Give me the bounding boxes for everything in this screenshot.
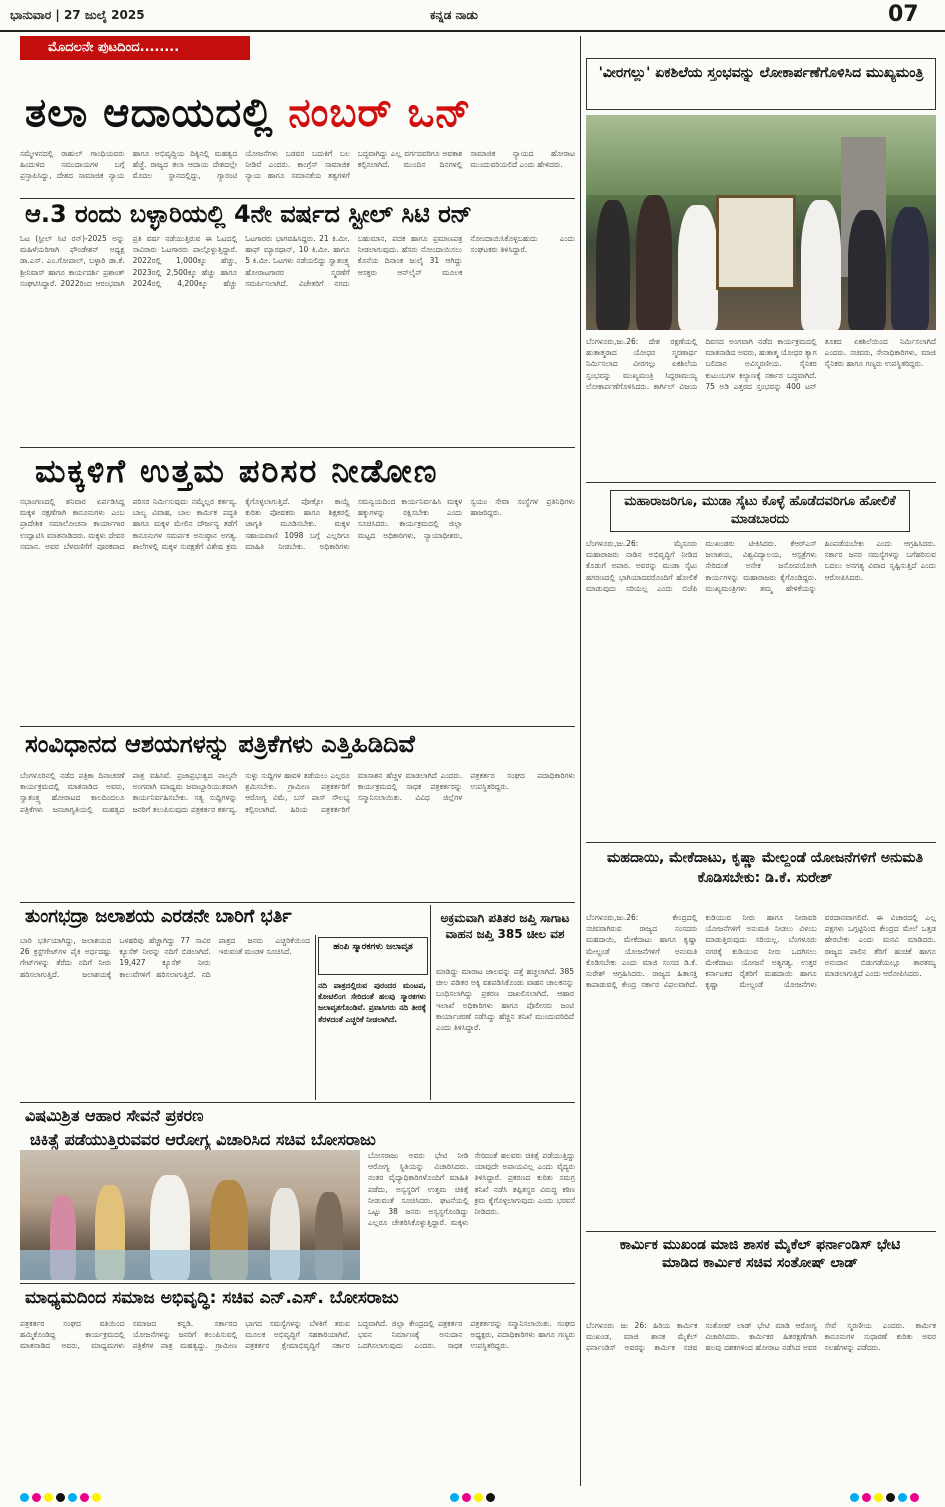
hampi-subhead: ಹಂಪಿ ಸ್ಮಾರಕಗಳು ಜಲಾವೃತ — [318, 937, 428, 975]
divider — [20, 726, 575, 727]
dam-body: ಬಾರಿ ಭರ್ತಿಯಾಗಿದ್ದು, ಜಲಾಶಯದ 26 ಕ್ರಸ್ಟ್‌ಗೇಟ್‌ಗಳ ಪೈಕಿ ಅರ್ಧದಷ್ಟು ಗೇಟ್‌ಗಳನ್ನು ತೆರೆದು ನದಿಗೆ ನೀರು ಹರಿಸಲಾಗುತ್ತಿದೆ. ಜಲಾಶಯಕ್ಕೆ ಒಳಹರಿವು ಹೆಚ್ಚಾಗಿದ್ದು 77 ಸಾವಿರ ಕ್ಯೂಸೆಕ್ ನೀರನ್ನು ನದಿಗೆ ಬಿಡಲಾಗಿದೆ. 19,427 ಕ್ಯೂಸೆಕ್ ನೀರು ಕಾಲುವೆಗಳಿಗೆ ಹರಿಸಲಾಗುತ್ತಿದೆ. ನದಿ ಪಾತ್ರದ ಜನರು ಎಚ್ಚರಿಕೆಯಿಂದ ಇರುವಂತೆ ಮಂಡಳಿ ಸೂಚಿಸಿದೆ. — [20, 936, 310, 979]
issue-date: ಭಾನುವಾರ | 27 ಜುಲೈ 2025 — [10, 8, 145, 22]
divider — [315, 935, 316, 1100]
registration-marks-right — [850, 1493, 919, 1503]
divider — [20, 198, 575, 199]
divider — [586, 842, 936, 843]
env-body: ಸಭಾಂಗಣದಲ್ಲಿ ಶನಿವಾರ ಏರ್ಪಡಿಸಿದ್ದ ಮಕ್ಕಳ ರಕ್ಷಣೆಗಾಗಿ ಕಾನೂನುಗಳು ಎಂಬ ಪ್ರಾದೇಶಿಕ ಸಮಾಲೋಚನಾ ಕಾರ್ಯಾಗಾರ ಉದ್ಘಾಟಿಸಿ ಮಾತನಾಡಿದರು. ಮಕ್ಕಳು ದೇವರ ಸಮಾನ. ಅವರ ಬೆಳವಣಿಗೆಗೆ ಪೂರಕವಾದ ಪರಿಸರ ನಿರ್ಮಿಸುವುದು ನಮ್ಮೆಲ್ಲರ ಕರ್ತವ್ಯ. ಬಾಲ್ಯ ವಿವಾಹ, ಬಾಲ ಕಾರ್ಮಿಕ ಪದ್ಧತಿ ಹಾಗೂ ಮಕ್ಕಳ ಮೇಲಿನ ದೌರ್ಜನ್ಯ ತಡೆಗೆ ಕಾನೂನುಗಳ ಸಮರ್ಪಕ ಅನುಷ್ಠಾನ ಅಗತ್ಯ. ಶಾಲೆಗಳಲ್ಲಿ ಮಕ್ಕಳ ಸುರಕ್ಷತೆಗೆ ವಿಶೇಷ ಕ್ರಮ ಕೈಗೊಳ್ಳಲಾಗುತ್ತಿದೆ. ಪೋಕ್ಸೋ ಕಾಯ್ದೆ ಕುರಿತು ಪೋಷಕರು ಹಾಗೂ ಶಿಕ್ಷಕರಲ್ಲಿ ಜಾಗೃತಿ ಮೂಡಿಸಬೇಕು. ಮಕ್ಕಳ ಸಹಾಯವಾಣಿ 1098 ಬಗ್ಗೆ ಎಲ್ಲರಿಗೂ ಮಾಹಿತಿ ನೀಡಬೇಕು. ಅಧಿಕಾರಿಗಳು ಸಮನ್ವಯದಿಂದ ಕಾರ್ಯನಿರ್ವಹಿಸಿ ಮಕ್ಕಳ ಹಕ್ಕುಗಳನ್ನು ರಕ್ಷಿಸಬೇಕು ಎಂದು ಸೂಚಿಸಿದರು. ಕಾರ್ಯಕ್ರಮದಲ್ಲಿ ಜಿಲ್ಲಾ ಮಟ್ಟದ ಅಧಿಕಾರಿಗಳು, ನ್ಯಾಯಾಧೀಶರು, ಸ್ವಯಂ ಸೇವಾ ಸಂಸ್ಥೆಗಳ ಪ್ರತಿನಿಧಿಗಳು ಹಾಜರಿದ್ದರು. — [20, 497, 575, 551]
hampi-body: ನದಿ ಪಾತ್ರದಲ್ಲಿರುವ ಪುರಂದರ ಮಂಟಪ, ಕೋಟಿಲಿಂಗ ಸೇರಿದಂತೆ ಹಲವು ಸ್ಮಾರಕಗಳು ಜಲಾವೃತಗೊಂಡಿವೆ. ಪ್ರವಾಸಿಗರು ನದಿ ತೀರಕ್ಕೆ ತೆರಳದಂತೆ ಎಚ್ಚರಿಕೆ ನೀಡಲಾಗಿದೆ. — [318, 981, 426, 1024]
food-body: ಬೋಸರಾಜು ಅವರು ಭೇಟಿ ನೀಡಿ ಆರೋಗ್ಯ ಸ್ಥಿತಿಯನ್ನು ವಿಚಾರಿಸಿದರು. ನಂತರ ವೈದ್ಯಾಧಿಕಾರಿಗಳೊಂದಿಗೆ ಮಾಹಿತಿ ಪಡೆದು, ಅಸ್ವಸ್ಥರಿಗೆ ಉತ್ತಮ ಚಿಕಿತ್ಸೆ ನೀಡುವಂತೆ ಸೂಚಿಸಿದರು. ಘಟನೆಯಲ್ಲಿ ಒಟ್ಟು 38 ಜನರು ಅಸ್ವಸ್ಥಗೊಂಡಿದ್ದು ಎಲ್ಲರೂ ಚೇತರಿಸಿಕೊಳ್ಳುತ್ತಿದ್ದಾರೆ. ಮಕ್ಕಳು ಸೇರಿದಂತೆ ಹಲವರು ಚಿಕಿತ್ಸೆ ಪಡೆಯುತ್ತಿದ್ದು ಯಾವುದೇ ಅಪಾಯವಿಲ್ಲ ಎಂದು ವೈದ್ಯರು ತಿಳಿಸಿದ್ದಾರೆ. ಪ್ರಕರಣದ ಕುರಿತು ಸಮಗ್ರ ತನಿಖೆ ನಡೆಸಿ ತಪ್ಪಿತಸ್ಥರ ವಿರುದ್ಧ ಕಠಿಣ ಕ್ರಮ ಕೈಗೊಳ್ಳಲಾಗುವುದು ಎಂದು ಭರವಸೆ ನೀಡಿದರು. — [368, 1151, 575, 1228]
veeragallu-headline: 'ವೀರಗಲ್ಲು' ಏಕಶಿಲೆಯ ಸ್ತಂಭವನ್ನು ಲೋಕಾರ್ಪಣೆಗೊಳಿಸಿದ ಮುಖ್ಯಮಂತ್ರಿ — [586, 58, 936, 110]
rice-body: ಮಾಡಿದ್ದು ಮಾರಾಟ ಜಾಲವನ್ನು ಪತ್ತೆ ಹಚ್ಚಲಾಗಿದೆ. 385 ಚೀಲ ಪಡಿತರ ಅಕ್ಕಿ ವಶಪಡಿಸಿಕೊಂಡು ವಾಹನ ಚಾಲಕನನ್ನು ಬಂಧಿಸಲಾಗಿದ್ದು ಪ್ರಕರಣ ದಾಖಲಿಸಲಾಗಿದೆ. ಆಹಾರ ಇಲಾಖೆ ಅಧಿಕಾರಿಗಳು ಹಾಗೂ ಪೊಲೀಸರು ಜಂಟಿ ಕಾರ್ಯಾಚರಣೆ ನಡೆಸಿದ್ದು ಹೆಚ್ಚಿನ ತನಿಖೆ ಮುಂದುವರಿದಿದೆ ಎಂದು ತಿಳಿಸಿದ್ದಾರೆ. — [436, 967, 574, 1033]
mahadayi-headline: ಮಹದಾಯಿ, ಮೇಕೆದಾಟು, ಕೃಷ್ಣಾ ಮೇಲ್ದಂಡೆ ಯೋಜನೆಗಳಿಗೆ ಅನುಮತಿ ಕೊಡಿಸಬೇಕು: ಡಿ.ಕೆ. ಸುರೇಶ್ — [606, 850, 924, 886]
dam-headline: ತುಂಗಭದ್ರಾ ಜಲಾಶಯ ಎರಡನೇ ಬಾರಿಗೆ ಭರ್ತಿ — [25, 906, 292, 927]
veeragallu-body: ಬೆಂಗಳೂರು,ಜು.26: ದೇಶ ರಕ್ಷಣೆಯಲ್ಲಿ ಹುತಾತ್ಮರಾದ ಯೋಧರ ಸ್ಮರಣಾರ್ಥ ನಿರ್ಮಿಸಲಾದ ವೀರಗಲ್ಲು ಏಕಶಿಲೆಯ ಸ್ತಂಭವನ್ನು ಮುಖ್ಯಮಂತ್ರಿ ಸಿದ್ದರಾಮಯ್ಯ ಲೋಕಾರ್ಪಣೆಗೊಳಿಸಿದರು. ಕಾರ್ಗಿಲ್ ವಿಜಯ ದಿವಸದ ಅಂಗವಾಗಿ ನಡೆದ ಕಾರ್ಯಕ್ರಮದಲ್ಲಿ ಮಾತನಾಡಿದ ಅವರು, ಹುತಾತ್ಮ ಯೋಧರ ತ್ಯಾಗ ಬಲಿದಾನ ಅವಿಸ್ಮರಣೀಯ. ಸೈನಿಕರ ಕುಟುಂಬಗಳ ಕಲ್ಯಾಣಕ್ಕೆ ಸರ್ಕಾರ ಬದ್ಧವಾಗಿದೆ. 75 ಅಡಿ ಎತ್ತರದ ಸ್ತಂಭವನ್ನು 400 ಟನ್ ತೂಕದ ಏಕಶಿಲೆಯಿಂದ ನಿರ್ಮಿಸಲಾಗಿದೆ ಎಂದರು. ಸಚಿವರು, ಸೇನಾಧಿಕಾರಿಗಳು, ಮಾಜಿ ಸೈನಿಕರು ಹಾಗೂ ಗಣ್ಯರು ಉಪಸ್ಥಿತರಿದ್ದರು. — [586, 337, 936, 391]
divider — [430, 905, 431, 1100]
registration-marks-center — [450, 1493, 495, 1503]
divider — [20, 902, 575, 903]
lead-body: ಸಮ್ಮೇಳನದಲ್ಲಿ ರಾಹುಲ್ ಗಾಂಧಿಯವರು ಹಿಂದುಳಿದ ಸಮುದಾಯಗಳ ಬಗ್ಗೆ ಪ್ರಸ್ತಾಪಿಸಿದ್ದು, ದೇಶದ ಸಾಮಾಜಿಕ ನ್ಯಾಯ ಹಾಗೂ ಅಭಿವೃದ್ಧಿಯ ದಿಕ್ಕಿನಲ್ಲಿ ಮಹತ್ವದ ಹೆಜ್ಜೆ. ರಾಜ್ಯದ ತಲಾ ಆದಾಯ ದೇಶದಲ್ಲೇ ಮೊದಲ ಸ್ಥಾನದಲ್ಲಿದ್ದು, ಗ್ಯಾರಂಟಿ ಯೋಜನೆಗಳು ಬಡವರ ಬದುಕಿಗೆ ಬಲ ನೀಡಿವೆ ಎಂದರು. ಕಾಂಗ್ರೆಸ್ ಸಾಮಾಜಿಕ ನ್ಯಾಯ ಹಾಗೂ ಸಮಾನತೆಯ ತತ್ವಗಳಿಗೆ ಬದ್ಧವಾಗಿದ್ದು ಎಲ್ಲ ವರ್ಗದವರಿಗೂ ಅವಕಾಶ ಕಲ್ಪಿಸಲಾಗಿದೆ. ಮುಂದಿನ ದಿನಗಳಲ್ಲಿ ಸಾಮಾಜಿಕ ನ್ಯಾಯದ ಹೋರಾಟ ಮುಂದುವರಿಯಲಿದೆ ಎಂದು ಹೇಳಿದರು. — [20, 149, 575, 181]
divider — [586, 1231, 936, 1232]
constitution-headline: ಸಂವಿಧಾನದ ಆಶಯಗಳನ್ನು ಪತ್ರಿಕೆಗಳು ಎತ್ತಿಹಿಡಿದಿವೆ — [25, 730, 415, 758]
media-body: ಪತ್ರಕರ್ತರ ಸಂಘದ ವತಿಯಿಂದ ಹಮ್ಮಿಕೊಂಡಿದ್ದ ಕಾರ್ಯಕ್ರಮದಲ್ಲಿ ಮಾತನಾಡಿದ ಅವರು, ಮಾಧ್ಯಮಗಳು ಸಮಾಜದ ಕನ್ನಡಿ. ಸರ್ಕಾರದ ಯೋಜನೆಗಳನ್ನು ಜನರಿಗೆ ತಲುಪಿಸುವಲ್ಲಿ ಪತ್ರಿಕೆಗಳ ಪಾತ್ರ ಮಹತ್ವದ್ದು. ಗ್ರಾಮೀಣ ಭಾಗದ ಸಮಸ್ಯೆಗಳನ್ನು ಬೆಳಕಿಗೆ ತರುವ ಮೂಲಕ ಅಭಿವೃದ್ಧಿಗೆ ಸಹಕಾರಿಯಾಗಿವೆ. ಪತ್ರಕರ್ತರ ಕ್ಷೇಮಾಭಿವೃದ್ಧಿಗೆ ಸರ್ಕಾರ ಬದ್ಧವಾಗಿದೆ. ಜಿಲ್ಲಾ ಕೇಂದ್ರದಲ್ಲಿ ಪತ್ರಕರ್ತರ ಭವನ ನಿರ್ಮಾಣಕ್ಕೆ ಅನುದಾನ ಒದಗಿಸಲಾಗುವುದು ಎಂದರು. ಸಾಧಕ ಪತ್ರಕರ್ತರನ್ನು ಸನ್ಮಾನಿಸಲಾಯಿತು. ಸಂಘದ ಅಧ್ಯಕ್ಷರು, ಪದಾಧಿಕಾರಿಗಳು ಹಾಗೂ ಗಣ್ಯರು ಉಪಸ್ಥಿತರಿದ್ದರು. — [20, 1319, 575, 1351]
media-headline: ಮಾಧ್ಯಮದಿಂದ ಸಮಾಜ ಅಭಿವೃದ್ಧಿ: ಸಚಿವ ಎನ್.ಎಸ್. ಬೋಸರಾಜು — [25, 1288, 399, 1308]
section-kicker: ಮೊದಲನೇ ಪುಟದಿಂದ........ — [20, 36, 250, 60]
rice-headline: ಅಕ್ರಮವಾಗಿ ಪತಿತರ ಜಪ್ತಿ ಸಾಗಾಟ ವಾಹನ ಜಪ್ತಿ 385 ಚೀಲ ವಶ — [440, 911, 570, 941]
column-divider — [580, 36, 581, 1486]
steel-run-body: ಓಟ (ಸ್ಟೀಲ್ ಸಿಟಿ ರನ್)-2025 ಅನ್ನು ಮಹಿಳೆಯರಿಗಾಗಿ ಫೌಂಡೇಶನ್ ಅಧ್ಯಕ್ಷ ಡಾ.ಎಸ್. ಎಂ.ಗೋಪಾಲ್, ಬಳ್ಳಾರಿ ಡಾ.ಕೆ. ಶ್ರೀನಿವಾಸ್ ಹಾಗೂ ಕಾರ್ಯದರ್ಶಿ ಪ್ರಶಾಂತ್ ಸಂಘಟಿಸಿದ್ದಾರೆ. 2022ರಿಂದ ಆರಂಭವಾಗಿ ಪ್ರತಿ ವರ್ಷ ನಡೆಯುತ್ತಿರುವ ಈ ಓಟದಲ್ಲಿ ಸಾವಿರಾರು ಓಟಗಾರರು ಪಾಲ್ಗೊಳ್ಳುತ್ತಿದ್ದಾರೆ. 2022ರಲ್ಲಿ 1,000ಕ್ಕೂ ಹೆಚ್ಚು, 2023ರಲ್ಲಿ 2,500ಕ್ಕೂ ಹೆಚ್ಚು ಹಾಗೂ 2024ರಲ್ಲಿ 4,200ಕ್ಕೂ ಹೆಚ್ಚು ಓಟಗಾರರು ಭಾಗವಹಿಸಿದ್ದರು. 21 ಕಿ.ಮೀ. ಹಾಫ್ ಮ್ಯಾರಥಾನ್, 10 ಕಿ.ಮೀ. ಹಾಗೂ 5 ಕಿ.ಮೀ. ಓಟಗಳು ನಡೆಯಲಿದ್ದು ಸ್ವಾತಂತ್ರ್ಯ ಹೋರಾಟಗಾರರ ಸ್ಮರಣೆಗೆ ಸಮರ್ಪಿಸಲಾಗಿದೆ. ವಿಜೇತರಿಗೆ ನಗದು ಬಹುಮಾನ, ಪದಕ ಹಾಗೂ ಪ್ರಮಾಣಪತ್ರ ನೀಡಲಾಗುವುದು. ಹೆಸರು ನೋಂದಾಯಿಸಲು ಕೊನೆಯ ದಿನಾಂಕ ಜುಲೈ 31 ಆಗಿದ್ದು ಆಸಕ್ತರು ಆನ್‌ಲೈನ್ ಮೂಲಕ ನೋಂದಾಯಿಸಿಕೊಳ್ಳಬಹುದು ಎಂದು ಸಂಘಟಕರು ತಿಳಿಸಿದ್ದಾರೆ. — [20, 234, 575, 288]
divider — [20, 1283, 575, 1284]
hospital-photo — [20, 1150, 360, 1280]
labour-body: ಬೆಂಗಳೂರು ಜು 26: ಹಿರಿಯ ಕಾರ್ಮಿಕ ಮುಖಂಡ, ಮಾಜಿ ಶಾಸಕ ಮೈಕೆಲ್ ಫರ್ನಾಂಡಿಸ್ ಅವರನ್ನು ಕಾರ್ಮಿಕ ಸಚಿವ ಸಂತೋಷ್ ಲಾಡ್ ಭೇಟಿ ಮಾಡಿ ಆರೋಗ್ಯ ವಿಚಾರಿಸಿದರು. ಕಾರ್ಮಿಕರ ಹಿತರಕ್ಷಣೆಗಾಗಿ ಹಲವು ದಶಕಗಳಿಂದ ಹೋರಾಟ ನಡೆಸಿದ ಅವರ ಸೇವೆ ಸ್ಮರಣೀಯ ಎಂದರು. ಕಾರ್ಮಿಕ ಕಾನೂನುಗಳ ಸುಧಾರಣೆ ಕುರಿತು ಅವರ ಸಲಹೆಗಳನ್ನು ಪಡೆದರು. — [586, 1321, 936, 1353]
divider — [20, 1102, 575, 1103]
steel-run-headline: ಆ.3 ರಂದು ಬಳ್ಳಾರಿಯಲ್ಲಿ 4ನೇ ವರ್ಷದ ಸ್ಟೀಲ್ ಸಿಟಿ ರನ್ — [25, 200, 472, 228]
divider — [20, 447, 575, 448]
registration-marks-left — [20, 1493, 101, 1503]
lead-headline-part1: ತಲಾ ಆದಾಯದಲ್ಲಿ — [25, 90, 274, 136]
mahadayi-body: ಬೆಂಗಳೂರು,ಜು.26: ಕೇಂದ್ರದಲ್ಲಿ ಸಚಿವರಾಗಿರುವ ರಾಜ್ಯದ ಸಂಸದರು ಮಹದಾಯಿ, ಮೇಕೆದಾಟು ಹಾಗೂ ಕೃಷ್ಣಾ ಮೇಲ್ದಂಡೆ ಯೋಜನೆಗಳಿಗೆ ಅನುಮತಿ ಕೊಡಿಸಬೇಕು ಎಂದು ಮಾಜಿ ಸಂಸದ ಡಿ.ಕೆ. ಸುರೇಶ್ ಆಗ್ರಹಿಸಿದರು. ರಾಜ್ಯದ ಹಿತಾಸಕ್ತಿ ಕಾಪಾಡುವಲ್ಲಿ ಕೇಂದ್ರ ಸರ್ಕಾರ ವಿಫಲವಾಗಿದೆ. ಕುಡಿಯುವ ನೀರು ಹಾಗೂ ನೀರಾವರಿ ಯೋಜನೆಗಳಿಗೆ ಅನುಮತಿ ನೀಡಲು ವಿಳಂಬ ಮಾಡುತ್ತಿರುವುದು ಸರಿಯಲ್ಲ. ಬೆಂಗಳೂರು ನಗರಕ್ಕೆ ಕುಡಿಯುವ ನೀರು ಒದಗಿಸಲು ಮೇಕೆದಾಟು ಯೋಜನೆ ಅತ್ಯಗತ್ಯ. ಉತ್ತರ ಕರ್ನಾಟಕದ ರೈತರಿಗೆ ಮಹದಾಯಿ ಹಾಗೂ ಕೃಷ್ಣಾ ಮೇಲ್ದಂಡೆ ಯೋಜನೆಗಳು ವರದಾನವಾಗಲಿವೆ. ಈ ವಿಚಾರದಲ್ಲಿ ಎಲ್ಲ ಪಕ್ಷಗಳು ಒಗ್ಗಟ್ಟಿನಿಂದ ಕೇಂದ್ರದ ಮೇಲೆ ಒತ್ತಡ ಹೇರಬೇಕು ಎಂದು ಮನವಿ ಮಾಡಿದರು. ರಾಜ್ಯದ ಪಾಲಿನ ತೆರಿಗೆ ಹಂಚಿಕೆ ಹಾಗೂ ಅನುದಾನ ಬಿಡುಗಡೆಯಲ್ಲೂ ತಾರತಮ್ಯ ಮಾಡಲಾಗುತ್ತಿದೆ ಎಂದು ಆರೋಪಿಸಿದರು. — [586, 913, 936, 990]
muda-headline: ಮಹಾರಾಜರಿಗೂ, ಮುಡಾ ಸೈಟು ಕೊಳ್ಳೆ ಹೊಡೆದವರಿಗೂ ಹೋಲಿಕೆ ಮಾಡಬಾರದು — [610, 490, 910, 532]
lead-headline — [25, 90, 472, 136]
header-rule — [0, 30, 945, 32]
page-number: 07 — [888, 2, 919, 27]
env-headline: ಮಕ್ಕಳಿಗೆ ಉತ್ತಮ ಪರಿಸರ ನೀಡೋಣ — [35, 452, 439, 490]
divider — [586, 482, 936, 483]
paper-name: ಕನ್ನಡ ನಾಡು — [430, 8, 478, 22]
labour-headline: ಕಾರ್ಮಿಕ ಮುಖಂಡ ಮಾಜಿ ಶಾಸಕ ಮೈಕೆಲ್ ಫರ್ನಾಂಡಿಸ್ ಭೇಟಿ ಮಾಡಿದ ಕಾರ್ಮಿಕ ಸಚಿವ ಸಂತೋಷ್ ಲಾಡ್ — [619, 1237, 901, 1271]
lead-headline-part2: ನಂಬರ್ ಒನ್ — [288, 90, 472, 136]
veeragallu-photo — [586, 115, 936, 330]
food-banner: ವಿಷಮಿಶ್ರಿತ ಆಹಾರ ಸೇವನೆ ಪ್ರಕರಣ — [25, 1106, 204, 1125]
food-headline: ಚಿಕಿತ್ಸೆ ಪಡೆಯುತ್ತಿರುವವರ ಆರೋಗ್ಯ ವಿಚಾರಿಸಿದ ಸಚಿವ ಬೋಸರಾಜು — [30, 1130, 376, 1149]
constitution-body: ಬೆಂಗಳೂರಿನಲ್ಲಿ ನಡೆದ ಪತ್ರಿಕಾ ದಿನಾಚರಣೆ ಕಾರ್ಯಕ್ರಮದಲ್ಲಿ ಮಾತನಾಡಿದ ಅವರು, ಸ್ವಾತಂತ್ರ್ಯ ಹೋರಾಟದ ಕಾಲದಿಂದಲೂ ಪತ್ರಿಕೆಗಳು ಜನಜಾಗೃತಿಯಲ್ಲಿ ಮಹತ್ವದ ಪಾತ್ರ ವಹಿಸಿವೆ. ಪ್ರಜಾಪ್ರಭುತ್ವದ ನಾಲ್ಕನೇ ಅಂಗವಾಗಿ ಮಾಧ್ಯಮ ಜವಾಬ್ದಾರಿಯುತವಾಗಿ ಕಾರ್ಯನಿರ್ವಹಿಸಬೇಕು. ಸತ್ಯ ಸುದ್ದಿಗಳನ್ನು ಜನರಿಗೆ ತಲುಪಿಸುವುದು ಪತ್ರಕರ್ತರ ಕರ್ತವ್ಯ. ಸುಳ್ಳು ಸುದ್ದಿಗಳ ಹಾವಳಿ ತಡೆಯಲು ಎಲ್ಲರೂ ಶ್ರಮಿಸಬೇಕು. ಗ್ರಾಮೀಣ ಪತ್ರಕರ್ತರಿಗೆ ಆರೋಗ್ಯ ವಿಮೆ, ಬಸ್ ಪಾಸ್ ಸೌಲಭ್ಯ ಕಲ್ಪಿಸಲಾಗಿದೆ. ಹಿರಿಯ ಪತ್ರಕರ್ತರಿಗೆ ಮಾಸಾಶನ ಹೆಚ್ಚಳ ಮಾಡಲಾಗಿದೆ ಎಂದರು. ಕಾರ್ಯಕ್ರಮದಲ್ಲಿ ಸಾಧಕ ಪತ್ರಕರ್ತರನ್ನು ಸನ್ಮಾನಿಸಲಾಯಿತು. ವಿವಿಧ ಜಿಲ್ಲೆಗಳ ಪತ್ರಕರ್ತರ ಸಂಘದ ಪದಾಧಿಕಾರಿಗಳು ಉಪಸ್ಥಿತರಿದ್ದರು. — [20, 771, 575, 814]
muda-body: ಬೆಂಗಳೂರು,ಜು.26: ಮೈಸೂರು ಮಹಾರಾಜರು ನಾಡಿನ ಅಭಿವೃದ್ಧಿಗೆ ನೀಡಿದ ಕೊಡುಗೆ ಅಪಾರ. ಅವರನ್ನು ಮುಡಾ ಸೈಟು ಹಗರಣದಲ್ಲಿ ಭಾಗಿಯಾದವರೊಂದಿಗೆ ಹೋಲಿಕೆ ಮಾಡುವುದು ಸರಿಯಲ್ಲ ಎಂದು ಬಿಜೆಪಿ ಮುಖಂಡರು ಟೀಕಿಸಿದರು. ಕೆಆರ್‌ಎಸ್ ಜಲಾಶಯ, ವಿಶ್ವವಿದ್ಯಾಲಯ, ಆಸ್ಪತ್ರೆಗಳು ಸೇರಿದಂತೆ ಅನೇಕ ಜನೋಪಯೋಗಿ ಕಾರ್ಯಗಳನ್ನು ಮಹಾರಾಜರು ಕೈಗೊಂಡಿದ್ದರು. ಮುಖ್ಯಮಂತ್ರಿಗಳು ತಮ್ಮ ಹೇಳಿಕೆಯನ್ನು ಹಿಂಪಡೆಯಬೇಕು ಎಂದು ಆಗ್ರಹಿಸಿದರು. ಸರ್ಕಾರ ಜನರ ಸಮಸ್ಯೆಗಳನ್ನು ಬಗೆಹರಿಸುವ ಬದಲು ಅನಗತ್ಯ ವಿವಾದ ಸೃಷ್ಟಿಸುತ್ತಿದೆ ಎಂದು ಆರೋಪಿಸಿದರು. — [586, 539, 936, 593]
